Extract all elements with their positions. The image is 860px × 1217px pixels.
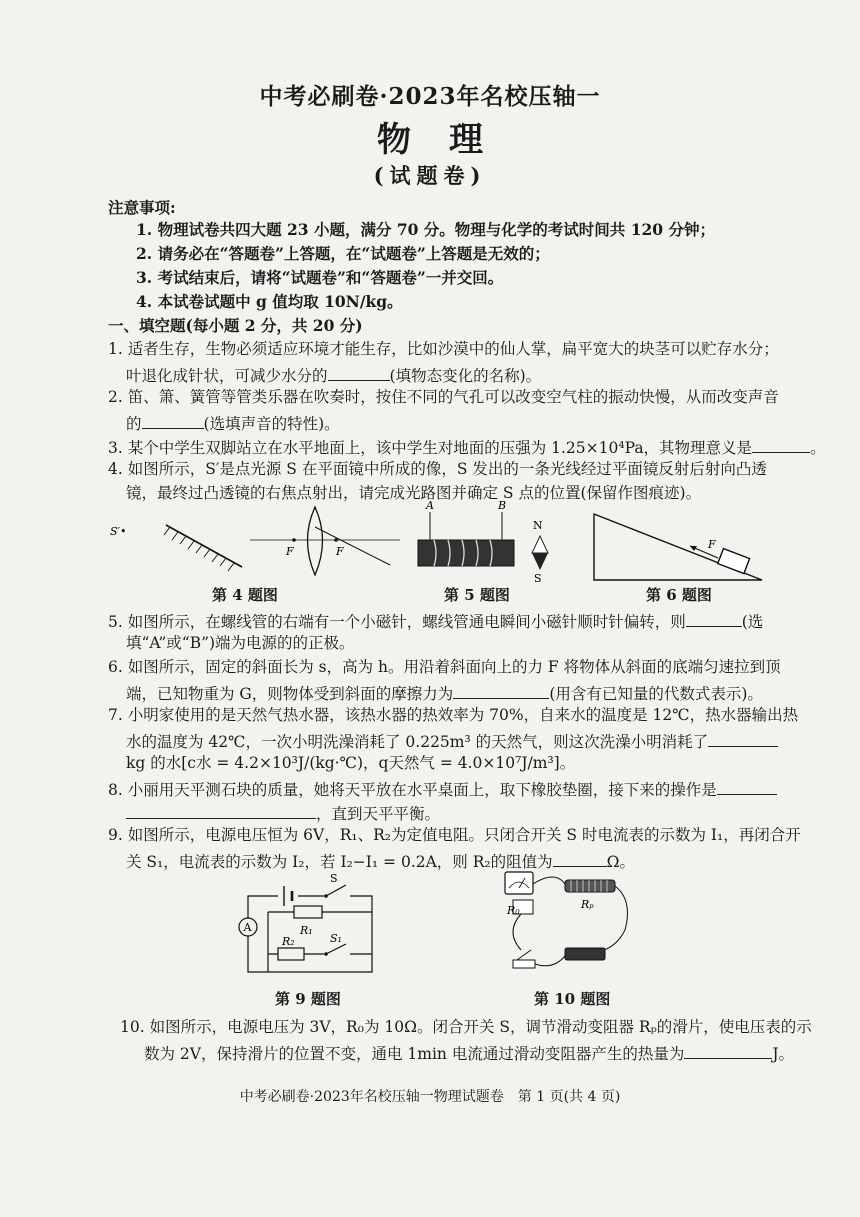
rheostat-rp-label: Rₚ: [581, 898, 594, 911]
question-3-line: 3. 某个中学生双脚站立在水平地面上，该中学生对地面的压强为 1.25×10⁴Pa，其物理意义是 。: [108, 439, 826, 457]
note-item: 1. 物理试卷共四大题 23 小题，满分 70 分。物理与化学的考试时间共 120 分钟；: [136, 220, 715, 239]
notes-heading: 注意事项:: [108, 198, 176, 217]
question-7-line: 水的温度为 42℃，一次小明洗澡消耗了 0.225m³ 的天然气，则这次洗澡小明消耗了: [126, 732, 778, 751]
figure-10-apparatus: [495, 870, 635, 985]
needle-north-label: N: [533, 519, 543, 532]
answer-blank[interactable]: [752, 438, 810, 453]
figure-4-diagram: [110, 505, 400, 585]
figure-6-diagram: [590, 510, 765, 582]
question-2-line: 2. 笛、箫、簧管等管类乐器在吹奏时，按住不同的气孔可以改变空气柱的振动快慢，从而改变声音: [108, 388, 779, 406]
terminal-b-label: B: [498, 499, 507, 512]
question-10-line: 数为 2V，保持滑片的位置不变，通电 1min 电流通过滑动变阻器产生的热量为 J。: [144, 1045, 795, 1063]
needle-south-label: S: [534, 572, 542, 585]
exam-title: 中考必刷卷·2023年名校压轴一: [259, 83, 601, 110]
answer-blank[interactable]: [686, 612, 742, 627]
figure-5-diagram: [412, 500, 562, 585]
focus-right-label: F: [336, 545, 344, 558]
focus-left-label: F: [286, 545, 294, 558]
image-point-label: S′•: [110, 525, 127, 538]
force-label: F: [708, 538, 716, 551]
note-item: 2. 请务必在“答题卷”上答题，在“试题卷”上答题是无效的；: [136, 244, 550, 263]
answer-blank[interactable]: [328, 366, 390, 381]
subject-title: 物理: [377, 120, 521, 160]
question-2-line: 的 (选填声音的特性)。: [126, 415, 340, 433]
terminal-a-label: A: [426, 499, 434, 512]
question-4-line: 镜，最终过凸透镜的右焦点射出，请完成光路图并确定 S 点的位置(保留作图痕迹)。: [126, 484, 702, 502]
question-9-line: 9. 如图所示，电源电压恒为 6V，R₁、R₂为定值电阻。只闭合开关 S 时电流表的示数为 I₁，再闭合开: [108, 826, 801, 844]
question-6-line: 端，已知物重为 G，则物体受到斜面的摩擦力为 (用含有已知量的代数式表示)。: [126, 685, 763, 703]
question-5-line: 5. 如图所示，在螺线管的右端有一个小磁针，螺线管通电瞬间小磁针顺时针偏转，则 (选: [108, 613, 764, 631]
switch-s-label: S: [330, 872, 338, 885]
note-item: 3. 考试结束后，请将“试题卷”和“答题卷”一并交回。: [136, 268, 504, 287]
question-7-line: 7. 小明家使用的是天然气热水器，该热水器的热效率为 70%，自来水的温度是 12℃，热水器输出热: [108, 706, 799, 724]
figure-6-caption: 第 6 题图: [646, 586, 712, 604]
answer-blank[interactable]: [708, 732, 778, 747]
answer-blank[interactable]: [717, 780, 777, 795]
question-10-line: 10. 如图所示，电源电压为 3V，R₀为 10Ω。闭合开关 S，调节滑动变阻器 Rₚ的滑片，使电压表的示: [120, 1018, 812, 1036]
switch-s1-label: S₁: [330, 932, 342, 945]
question-5-line: 填“A”或“B”)端为电源的的正极。: [126, 634, 355, 652]
section-heading: 一、填空题(每小题 2 分，共 20 分): [108, 316, 363, 335]
question-8-line: 8. 小丽用天平测石块的质量，她将天平放在水平桌面上，取下橡胶垫圈，接下来的操作是: [108, 780, 777, 799]
answer-blank[interactable]: [553, 852, 607, 867]
question-1-line: 1. 适者生存，生物必须适应环境才能生存，比如沙漠中的仙人掌，扁平宽大的块茎可以贮存水分；: [108, 340, 779, 358]
resistor-r2-label: R₂: [282, 935, 295, 948]
paper-type: (试题卷): [373, 163, 487, 188]
resistor-r1-label: R₁: [300, 924, 313, 937]
ammeter-label: A: [243, 921, 252, 934]
note-item: 4. 本试卷试题中 g 值均取 10N/kg。: [136, 292, 403, 311]
figure-5-caption: 第 5 题图: [444, 586, 510, 604]
question-7-line: kg 的水[c水 = 4.2×10³J/(kg·℃)，q天然气 = 4.0×10⁷J/m³]。: [126, 754, 576, 772]
resistor-r0-label: R₀: [507, 904, 520, 917]
answer-blank[interactable]: [142, 414, 204, 429]
figure-9-circuit: [232, 872, 382, 982]
question-1-line: 叶退化成针状，可减少水分的 (填物态变化的名称)。: [126, 367, 542, 385]
answer-blank[interactable]: [126, 804, 316, 819]
question-4-line: 4. 如图所示，S′是点光源 S 在平面镜中所成的像，S 发出的一条光线经过平面镜反射后射向凸透: [108, 460, 767, 478]
question-9-line: 关 S₁，电流表的示数为 I₂，若 I₂−I₁ = 0.2A，则 R₂的阻值为 Ω。: [126, 853, 635, 871]
figure-4-caption: 第 4 题图: [212, 586, 278, 604]
answer-blank[interactable]: [453, 684, 549, 699]
figure-10-caption: 第 10 题图: [534, 990, 611, 1008]
answer-blank[interactable]: [684, 1044, 772, 1059]
page-footer: 中考必刷卷·2023年名校压轴一物理试题卷 第 1 页(共 4 页): [239, 1089, 621, 1105]
question-6-line: 6. 如图所示，固定的斜面长为 s，高为 h。用沿着斜面向上的力 F 将物体从斜面的底端匀速拉到顶: [108, 658, 781, 676]
figure-9-caption: 第 9 题图: [275, 990, 341, 1008]
question-8-line: ，直到天平平衡。: [126, 804, 440, 823]
